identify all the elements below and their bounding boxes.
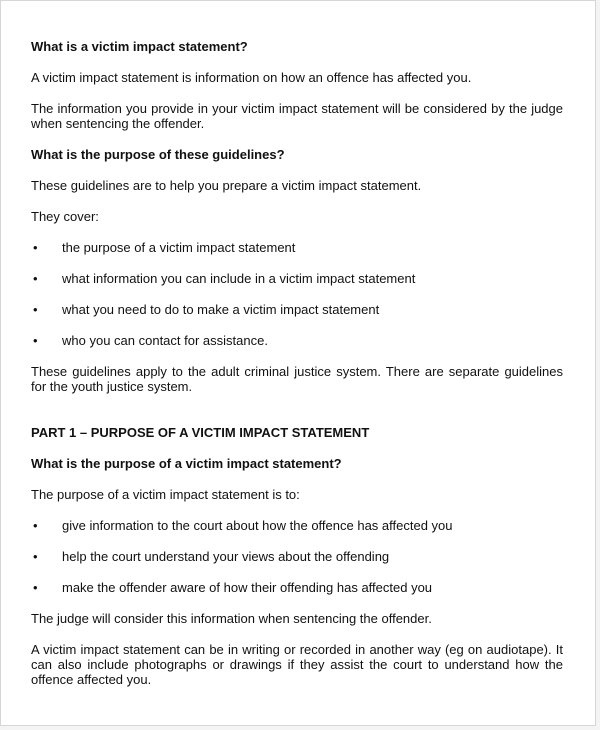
list-item-text: who you can contact for assistance. [62, 333, 268, 348]
paragraph: The judge will consider this information when sentencing the offender. [31, 611, 432, 626]
paragraph: A victim impact statement can be in writing or recorded in another way (eg on audiotape). It can also include photographs or drawings if they assist the court to understand how the offence affected you. [31, 642, 563, 687]
list-item [31, 302, 563, 317]
list-item-text: make the offender aware of how their offending has affected you [62, 580, 433, 595]
list-item [31, 580, 563, 595]
bullet-marker: • [33, 271, 38, 286]
list-item [31, 271, 563, 286]
list-item [31, 549, 563, 564]
list-item [31, 240, 563, 255]
bullet-marker: • [33, 240, 38, 255]
paragraph: The information you provide in your victim impact statement will be considered by the judge when sentencing the offender. [31, 101, 563, 131]
list-item [31, 518, 563, 533]
section-heading: What is the purpose of these guidelines? [31, 147, 285, 162]
list-item-text: what information you can include in a victim impact statement [62, 271, 416, 286]
section-heading: What is a victim impact statement? [31, 39, 248, 54]
bullet-marker: • [33, 518, 38, 533]
section-heading: What is the purpose of a victim impact statement? [31, 456, 342, 471]
list-item-text: what you need to do to make a victim impact statement [62, 302, 380, 317]
document-body [31, 39, 563, 687]
paragraph: These guidelines apply to the adult criminal justice system. There are separate guidelines for the youth justice system. [31, 364, 563, 394]
bullet-marker: • [33, 549, 38, 564]
list-item-text: give information to the court about how the offence has affected you [62, 518, 453, 533]
list-item-text: help the court understand your views about the offending [62, 549, 390, 564]
paragraph: A victim impact statement is information on how an offence has affected you. [31, 70, 472, 85]
bullet-marker: • [33, 333, 38, 348]
list-item-text: the purpose of a victim impact statement [62, 240, 296, 255]
part-title: PART 1 – PURPOSE OF A VICTIM IMPACT STATEMENT [31, 425, 370, 440]
bullet-marker: • [33, 580, 38, 595]
list-item [31, 333, 563, 348]
paragraph: They cover: [31, 209, 99, 224]
paragraph: The purpose of a victim impact statement is to: [31, 487, 300, 502]
bullet-marker: • [33, 302, 38, 317]
paragraph: These guidelines are to help you prepare a victim impact statement. [31, 178, 422, 193]
